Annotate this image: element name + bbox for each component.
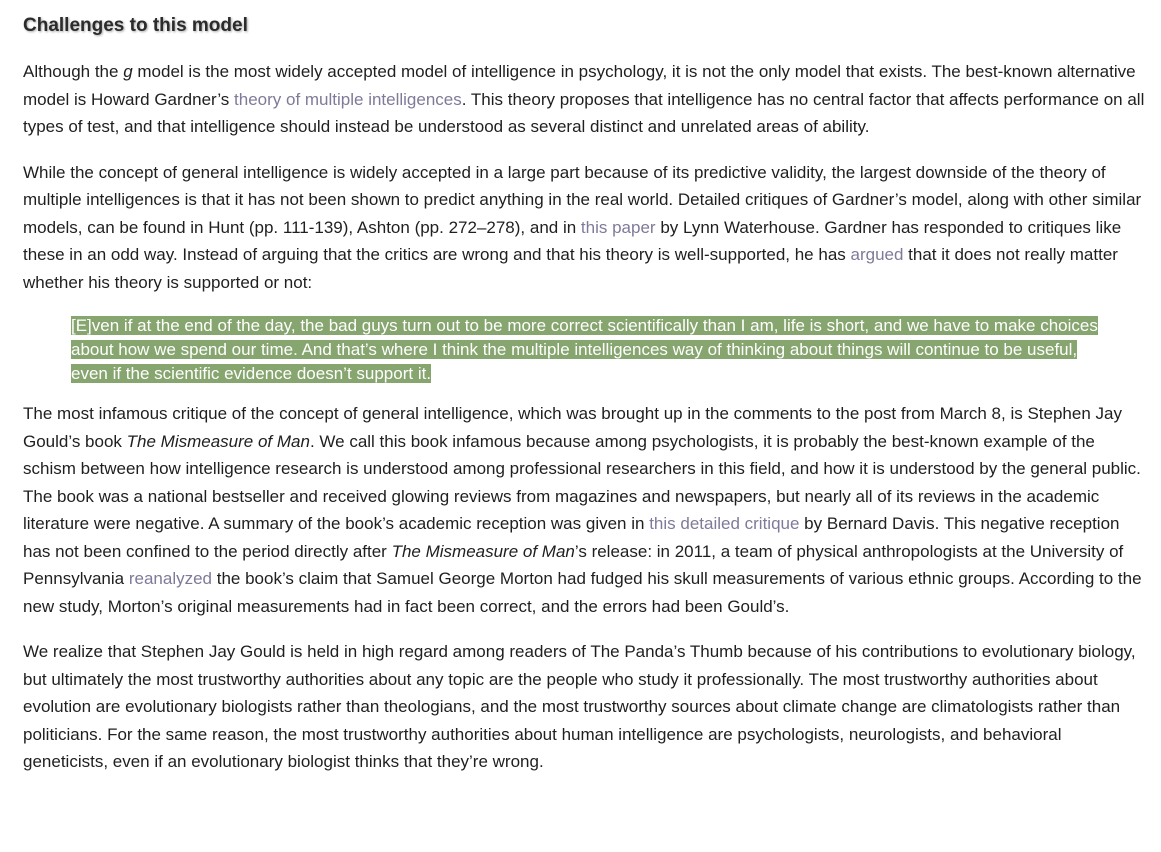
book-title: The Mismeasure of Man xyxy=(126,431,310,451)
paragraph-1: Although the g model is the most widely accepted model of intelligence in psychology, it is not the only model that exists. The best-known alternative model is Howard Gardner’s theory of multiple intelligences. This theory proposes that intelligence has no central factor that affects performance on all types of test, and that intelligence should instead be understood as several distinct and unrelated areas of ability. xyxy=(23,62,1145,136)
link-this-paper[interactable]: this paper xyxy=(580,217,656,237)
paragraph-3: The most infamous critique of the concept of general intelligence, which was brought up in the comments to the post from March 8, is Stephen Jay Gould’s book The Mismeasure of Man. We call this book infamous because among psychologists, it is probably the best-known example of the schism between how intelligence research is understood among professional researchers in this field, and how it is understood by the general public. The book was a national bestseller and received glowing reviews from magazines and newspapers, but nearly all of its reviews in the academic literature were negative. A summary of the book’s academic reception was given in this detailed critique by Bernard Davis. This negative reception has not been confined to the period directly after The Mismeasure of Man’s release: in 2011, a team of physical anthropologists at the University of Pennsylvania reanalyzed the book’s claim that Samuel George Morton had fudged his skull measurements of various ethnic groups. According to the new study, Morton’s original measurements had in fact been correct, and the errors had been Gould’s. xyxy=(23,404,1142,616)
highlighted-quote-text: [E]ven if at the end of the day, the bad guys turn out to be more correct scientifically than I am, life is short, and we have to make choices about how we spend our time. And that’s where I think the multiple intelligences way of thinking about things will continue to be useful, even if the scientific evidence doesn’t support it. xyxy=(71,316,1098,383)
link-reanalyzed[interactable]: reanalyzed xyxy=(128,569,213,588)
paragraph-2: While the concept of general intelligence is widely accepted in a large part because of its predictive validity, the largest downside of the theory of multiple intelligences is that it has not been shown to predict anything in the real world. Detailed critiques of Gardner’s model, along with other similar models, can be found in Hunt (pp. 111-139), Ashton (pp. 272–278), and in this paper by Lynn Waterhouse. Gardner has responded to critiques like these in an odd way. Instead of arguing that the critics are wrong and that his theory is well-supported, he has argued that it does not really matter whether his theory is supported or not: xyxy=(23,162,1142,292)
link-multiple-intelligences[interactable]: theory of multiple intelligences xyxy=(234,89,462,109)
g-factor-italic: g xyxy=(123,62,133,81)
paragraph-4: We realize that Stephen Jay Gould is held in high regard among readers of The Panda’s Thumb because of his contributions to evolutionary biology, but ultimately the most trustworthy authorities about any topic are the people who study it professionally. The most trustworthy authorities about evolution are evolutionary biologists rather than theologians, and the most trustworthy sources about climate change are climatologists rather than politicians. For the same reason, the most trustworthy authorities about human intelligence are psychologists, neurologists, and behavioral geneticists, even if an evolutionary biologist thinks that they’re wrong. xyxy=(23,642,1136,771)
link-detailed-critique[interactable]: this detailed critique xyxy=(649,514,800,533)
link-argued[interactable]: argued xyxy=(850,245,904,264)
gardner-quote xyxy=(71,314,1111,386)
section-heading: Challenges to this model xyxy=(23,15,248,36)
book-title: The Mismeasure of Man xyxy=(391,541,575,561)
